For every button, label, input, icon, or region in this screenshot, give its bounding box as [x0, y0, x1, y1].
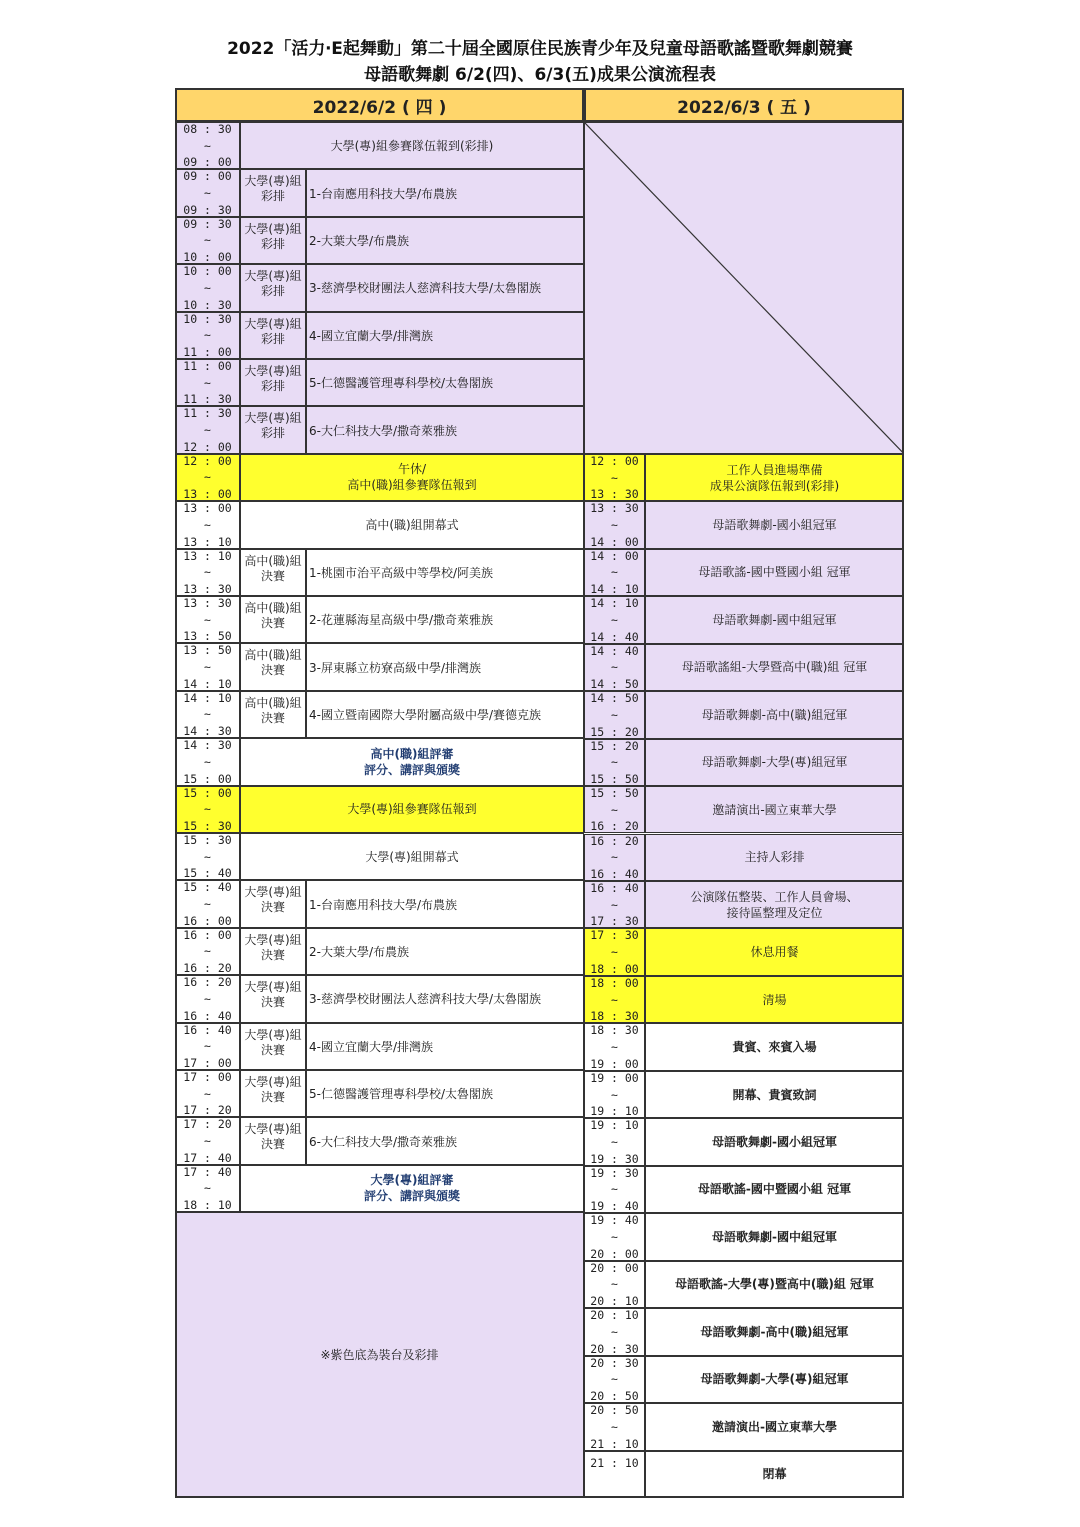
- time-start: 10 : 30: [183, 311, 232, 326]
- day2-time-cell: [584, 739, 645, 786]
- time-separator: ~: [204, 754, 211, 769]
- day1-time-cell: [175, 643, 240, 690]
- time-end: 20 : 50: [590, 1389, 639, 1404]
- day2-time-cell: [584, 976, 645, 1023]
- time-separator: ~: [611, 1277, 618, 1292]
- day1-group-label: 大學(專)組 決賽: [240, 975, 306, 1022]
- day2-activity: 母語歌謠組-大學暨高中(職)組 冠軍: [645, 644, 904, 691]
- document-subtitle: 母語歌舞劇 6/2(四)、6/3(五)成果公演流程表: [364, 65, 716, 85]
- day1-time-cell: [175, 1070, 240, 1117]
- time-start: 20 : 30: [590, 1355, 639, 1370]
- time-separator: [585, 1469, 644, 1480]
- time-start: 12 : 00: [183, 453, 232, 468]
- time-separator: ~: [204, 897, 211, 912]
- time-end: 10 : 30: [183, 297, 232, 312]
- time-separator: ~: [204, 707, 211, 722]
- time-end: 16 : 00: [183, 913, 232, 928]
- color-note: ※紫色底為裝台及彩排: [175, 1212, 584, 1498]
- time-separator: ~: [204, 802, 211, 817]
- day1-team: 1-桃園市治平高級中等學校/阿美族: [306, 549, 584, 596]
- day2-activity: 母語歌舞劇-大學(專)組冠軍: [645, 739, 904, 786]
- day2-time-cell: [584, 549, 645, 596]
- day2-activity: 工作人員進場準備 成果公演隊伍報到(彩排): [645, 454, 904, 501]
- day2-activity: 母語歌舞劇-高中(職)組冠軍: [645, 1308, 904, 1355]
- time-start: 17 : 20: [183, 1117, 232, 1132]
- day2-activity: 母語歌謠-大學(專)暨高中(職)組 冠軍: [645, 1261, 904, 1308]
- time-end: 15 : 30: [183, 818, 232, 833]
- day2-time-cell: [584, 1071, 645, 1118]
- day1-group-label: 大學(專)組 彩排: [240, 359, 306, 406]
- day1-time-cell: [175, 1117, 240, 1164]
- time-separator: ~: [611, 850, 618, 865]
- day1-activity: 高中(職)組評審 評分、講評與頒獎: [240, 738, 584, 785]
- time-separator: ~: [611, 945, 618, 960]
- time-separator: ~: [611, 1324, 618, 1339]
- day2-activity: 母語歌舞劇-大學(專)組冠軍: [645, 1356, 904, 1403]
- time-separator: ~: [204, 991, 211, 1006]
- day2-activity: 閉幕: [645, 1451, 904, 1498]
- day1-group-label: 大學(專)組 決賽: [240, 928, 306, 975]
- time-end: 19 : 00: [590, 1056, 639, 1071]
- time-separator: ~: [204, 849, 211, 864]
- time-start: 16 : 40: [590, 880, 639, 895]
- day1-group-label: 大學(專)組 彩排: [240, 264, 306, 311]
- time-end: 14 : 50: [590, 677, 639, 692]
- time-end: 10 : 00: [183, 250, 232, 265]
- day1-time-cell: [175, 501, 240, 548]
- time-end: 15 : 40: [183, 866, 232, 881]
- day1-time-cell: [175, 880, 240, 927]
- day1-time-cell: [175, 1165, 240, 1212]
- day2-time-cell: [584, 881, 645, 928]
- time-start: 14 : 50: [590, 691, 639, 706]
- day1-group-label: 大學(專)組 決賽: [240, 1070, 306, 1117]
- time-start: 18 : 30: [590, 1023, 639, 1038]
- day2-header: 2022/6/3 ( 五 ): [584, 88, 904, 122]
- time-separator: ~: [204, 1086, 211, 1101]
- day2-time-cell: [584, 786, 645, 833]
- time-start: 14 : 00: [590, 548, 639, 563]
- time-separator: ~: [611, 660, 618, 675]
- time-separator: ~: [204, 1039, 211, 1054]
- time-separator: ~: [611, 470, 618, 485]
- time-start: 19 : 10: [590, 1118, 639, 1133]
- day1-time-cell: [175, 406, 240, 453]
- time-start: 09 : 30: [183, 216, 232, 231]
- day1-team: 5-仁德醫護管理專科學校/太魯閣族: [306, 1070, 584, 1117]
- time-start: 20 : 50: [590, 1403, 639, 1418]
- time-separator: ~: [204, 138, 211, 153]
- day2-time-cell: [584, 501, 645, 548]
- time-start: 19 : 40: [590, 1213, 639, 1228]
- time-separator: ~: [611, 1372, 618, 1387]
- time-end: 13 : 10: [183, 534, 232, 549]
- day2-activity: 邀請演出-國立東華大學: [645, 786, 904, 833]
- day2-activity: 休息用餐: [645, 928, 904, 975]
- day2-time-cell: [584, 1308, 645, 1355]
- day2-empty-diagonal: [584, 122, 904, 454]
- time-start: 13 : 30: [590, 501, 639, 516]
- day2-activity: 母語歌舞劇-國中組冠軍: [645, 596, 904, 643]
- time-end: 20 : 30: [590, 1341, 639, 1356]
- time-start: 16 : 00: [183, 927, 232, 942]
- time-end: 11 : 00: [183, 344, 232, 359]
- time-end: 14 : 00: [590, 534, 639, 549]
- time-start: 20 : 10: [590, 1308, 639, 1323]
- time-end: 19 : 30: [590, 1151, 639, 1166]
- day2-activity: 開幕、貴賓致詞: [645, 1071, 904, 1118]
- time-end: 13 : 00: [183, 487, 232, 502]
- day2-activity: 清場: [645, 976, 904, 1023]
- time-end: 16 : 20: [590, 819, 639, 834]
- time-start: 17 : 00: [183, 1070, 232, 1084]
- day2-activity: 公演隊伍整裝、工作人員會場、 接待區整理及定位: [645, 881, 904, 928]
- time-start: 14 : 10: [183, 690, 232, 705]
- time-end: 15 : 50: [590, 772, 639, 787]
- day1-group-label: 高中(職)組 決賽: [240, 691, 306, 738]
- time-end: 13 : 50: [183, 629, 232, 644]
- day1-time-cell: [175, 264, 240, 311]
- day2-activity: 母語歌舞劇-國小組冠軍: [645, 501, 904, 548]
- time-separator: ~: [611, 1087, 618, 1102]
- time-separator: ~: [204, 1181, 211, 1196]
- day2-activity: 邀請演出-國立東華大學: [645, 1403, 904, 1450]
- time-end: 14 : 30: [183, 724, 232, 739]
- day2-activity: 母語歌舞劇-國小組冠軍: [645, 1118, 904, 1165]
- day2-time-cell: [584, 1023, 645, 1070]
- day2-time-cell: [584, 644, 645, 691]
- time-start: 21 : 10: [590, 1456, 639, 1471]
- time-start: 16 : 20: [590, 833, 639, 848]
- day1-group-label: 高中(職)組 決賽: [240, 643, 306, 690]
- time-end: 09 : 30: [183, 202, 232, 217]
- time-start: 14 : 10: [590, 596, 639, 611]
- day2-time-cell: [584, 1118, 645, 1165]
- day1-team: 3-慈濟學校財團法人慈濟科技大學/太魯閣族: [306, 264, 584, 311]
- time-separator: ~: [204, 328, 211, 343]
- day1-time-cell: [175, 454, 240, 501]
- time-separator: ~: [611, 517, 618, 532]
- day2-time-cell: [584, 834, 645, 881]
- time-separator: ~: [204, 517, 211, 532]
- day1-time-cell: [175, 596, 240, 643]
- day1-team: 1-台南應用科技大學/布農族: [306, 169, 584, 216]
- time-start: 14 : 30: [183, 738, 232, 753]
- document-title: 2022「活力‧E起舞動」第二十屆全國原住民族青少年及兒童母語歌謠暨歌舞劇競賽: [227, 39, 853, 59]
- day2-time-cell: [584, 1356, 645, 1403]
- time-end: 16 : 40: [590, 866, 639, 881]
- time-separator: ~: [611, 1182, 618, 1197]
- time-end: 17 : 30: [590, 914, 639, 929]
- day1-activity: 大學(專)組開幕式: [240, 833, 584, 880]
- day1-team: 1-台南應用科技大學/布農族: [306, 880, 584, 927]
- day1-team: 3-慈濟學校財團法人慈濟科技大學/太魯閣族: [306, 975, 584, 1022]
- day2-time-cell: [584, 454, 645, 501]
- day2-activity: 母語歌謠-國中暨國小組 冠軍: [645, 1166, 904, 1213]
- day1-group-label: 大學(專)組 決賽: [240, 1117, 306, 1164]
- day1-team: 4-國立暨南國際大學附屬高級中學/賽德克族: [306, 691, 584, 738]
- time-separator: ~: [611, 565, 618, 580]
- time-end: 17 : 20: [183, 1103, 232, 1118]
- day1-time-cell: [175, 122, 240, 169]
- time-start: 13 : 00: [183, 501, 232, 516]
- time-start: 15 : 20: [590, 738, 639, 753]
- day2-activity: 母語歌謠-國中暨國小組 冠軍: [645, 549, 904, 596]
- day2-time-cell: [584, 1261, 645, 1308]
- time-start: 11 : 30: [183, 406, 232, 421]
- day1-time-cell: [175, 786, 240, 833]
- time-start: 13 : 30: [183, 596, 232, 610]
- day1-time-cell: [175, 975, 240, 1022]
- day2-activity: 母語歌舞劇-高中(職)組冠軍: [645, 691, 904, 738]
- time-separator: ~: [204, 280, 211, 295]
- time-start: 15 : 50: [590, 786, 639, 801]
- time-separator: ~: [204, 660, 211, 675]
- time-end: 09 : 00: [183, 155, 232, 170]
- time-end: 13 : 30: [590, 487, 639, 502]
- time-start: 16 : 20: [183, 975, 232, 990]
- time-separator: ~: [611, 755, 618, 770]
- day1-group-label: 大學(專)組 彩排: [240, 406, 306, 453]
- day1-activity: 高中(職)組開幕式: [240, 501, 584, 548]
- time-start: 13 : 10: [183, 548, 232, 563]
- day2-activity: 母語歌舞劇-國中組冠軍: [645, 1213, 904, 1260]
- day1-group-label: 大學(專)組 決賽: [240, 1023, 306, 1070]
- time-end: 16 : 40: [183, 1008, 232, 1023]
- day1-team: 2-大葉大學/布農族: [306, 928, 584, 975]
- day1-team: 2-大葉大學/布農族: [306, 217, 584, 264]
- time-start: 17 : 30: [590, 928, 639, 943]
- day1-activity: 大學(專)組參賽隊伍報到(彩排): [240, 122, 584, 169]
- time-start: 15 : 30: [183, 833, 232, 847]
- day1-activity: 大學(專)組參賽隊伍報到: [240, 786, 584, 833]
- time-separator: ~: [204, 233, 211, 248]
- time-start: 16 : 40: [183, 1022, 232, 1037]
- day2-time-cell: [584, 1451, 645, 1498]
- time-end: 19 : 10: [590, 1104, 639, 1119]
- time-end: 14 : 10: [590, 582, 639, 597]
- day1-activity: 午休/ 高中(職)組參賽隊伍報到: [240, 454, 584, 501]
- time-end: [585, 1480, 644, 1491]
- time-end: 15 : 20: [590, 724, 639, 739]
- day1-time-cell: [175, 738, 240, 785]
- time-separator: ~: [204, 423, 211, 438]
- time-separator: ~: [204, 470, 211, 485]
- day1-team: 3-屏東縣立枋寮高級中學/排灣族: [306, 643, 584, 690]
- day1-time-cell: [175, 359, 240, 406]
- time-start: 18 : 00: [590, 975, 639, 990]
- time-end: 20 : 00: [590, 1246, 639, 1261]
- day2-time-cell: [584, 1213, 645, 1260]
- time-end: 18 : 30: [590, 1009, 639, 1024]
- day1-time-cell: [175, 833, 240, 880]
- time-separator: ~: [204, 375, 211, 390]
- day1-time-cell: [175, 928, 240, 975]
- time-separator: ~: [204, 944, 211, 959]
- time-end: 19 : 40: [590, 1199, 639, 1214]
- day1-group-label: 大學(專)組 彩排: [240, 169, 306, 216]
- day1-activity: 大學(專)組評審 評分、講評與頒獎: [240, 1165, 584, 1212]
- time-end: 11 : 30: [183, 392, 232, 407]
- time-end: 21 : 10: [590, 1436, 639, 1451]
- time-separator: ~: [611, 1229, 618, 1244]
- day2-time-cell: [584, 928, 645, 975]
- day1-team: 6-大仁科技大學/撒奇萊雅族: [306, 1117, 584, 1164]
- time-separator: ~: [204, 612, 211, 627]
- time-start: 15 : 40: [183, 880, 232, 895]
- day1-team: 4-國立宜蘭大學/排灣族: [306, 312, 584, 359]
- day1-group-label: 高中(職)組 決賽: [240, 596, 306, 643]
- day2-activity: 主持人彩排: [645, 834, 904, 881]
- time-end: 18 : 00: [590, 961, 639, 976]
- time-start: 08 : 30: [183, 122, 232, 136]
- day1-time-cell: [175, 217, 240, 264]
- time-start: 11 : 00: [183, 359, 232, 373]
- time-start: 14 : 40: [590, 643, 639, 658]
- time-separator: ~: [611, 1135, 618, 1149]
- time-end: 15 : 00: [183, 771, 232, 786]
- time-separator: ~: [204, 565, 211, 580]
- time-separator: ~: [611, 1419, 618, 1434]
- time-start: 10 : 00: [183, 264, 232, 279]
- time-separator: ~: [204, 186, 211, 201]
- time-end: 13 : 30: [183, 581, 232, 596]
- time-separator: ~: [204, 1134, 211, 1149]
- time-end: 18 : 10: [183, 1198, 232, 1213]
- day2-time-cell: [584, 596, 645, 643]
- time-separator: ~: [611, 992, 618, 1007]
- time-end: 17 : 00: [183, 1055, 232, 1070]
- time-end: 20 : 10: [590, 1294, 639, 1309]
- time-end: 16 : 20: [183, 961, 232, 976]
- time-start: 19 : 00: [590, 1070, 639, 1085]
- day1-time-cell: [175, 549, 240, 596]
- time-separator: ~: [611, 1040, 618, 1055]
- time-end: 12 : 00: [183, 439, 232, 454]
- time-separator: ~: [611, 612, 618, 627]
- day1-header: 2022/6/2 ( 四 ): [175, 88, 584, 122]
- day2-time-cell: [584, 1403, 645, 1450]
- day1-time-cell: [175, 312, 240, 359]
- time-start: 17 : 40: [183, 1164, 232, 1179]
- day1-team: 6-大仁科技大學/撒奇萊雅族: [306, 406, 584, 453]
- diagonal-line: [585, 123, 904, 454]
- day2-time-cell: [584, 1166, 645, 1213]
- time-end: 14 : 40: [590, 629, 639, 644]
- time-separator: ~: [611, 802, 618, 817]
- day1-group-label: 大學(專)組 彩排: [240, 312, 306, 359]
- day1-team: 5-仁德醫護管理專科學校/太魯閣族: [306, 359, 584, 406]
- day1-group-label: 高中(職)組 決賽: [240, 549, 306, 596]
- time-end: 17 : 40: [183, 1150, 232, 1165]
- day2-activity: 貴賓、來賓入場: [645, 1023, 904, 1070]
- time-start: 19 : 30: [590, 1165, 639, 1180]
- time-end: 14 : 10: [183, 676, 232, 691]
- day1-group-label: 大學(專)組 彩排: [240, 217, 306, 264]
- day2-time-cell: [584, 691, 645, 738]
- time-start: 12 : 00: [590, 453, 639, 468]
- time-start: 13 : 50: [183, 643, 232, 658]
- time-separator: ~: [611, 707, 618, 722]
- time-start: 09 : 00: [183, 169, 232, 184]
- time-separator: ~: [611, 897, 618, 912]
- day1-group-label: 大學(專)組 決賽: [240, 880, 306, 927]
- day1-time-cell: [175, 169, 240, 216]
- time-start: 15 : 00: [183, 785, 232, 800]
- day1-time-cell: [175, 1023, 240, 1070]
- time-start: 20 : 00: [590, 1260, 639, 1275]
- day1-team: 4-國立宜蘭大學/排灣族: [306, 1023, 584, 1070]
- day1-team: 2-花蓮縣海星高級中學/撒奇萊雅族: [306, 596, 584, 643]
- day1-time-cell: [175, 691, 240, 738]
